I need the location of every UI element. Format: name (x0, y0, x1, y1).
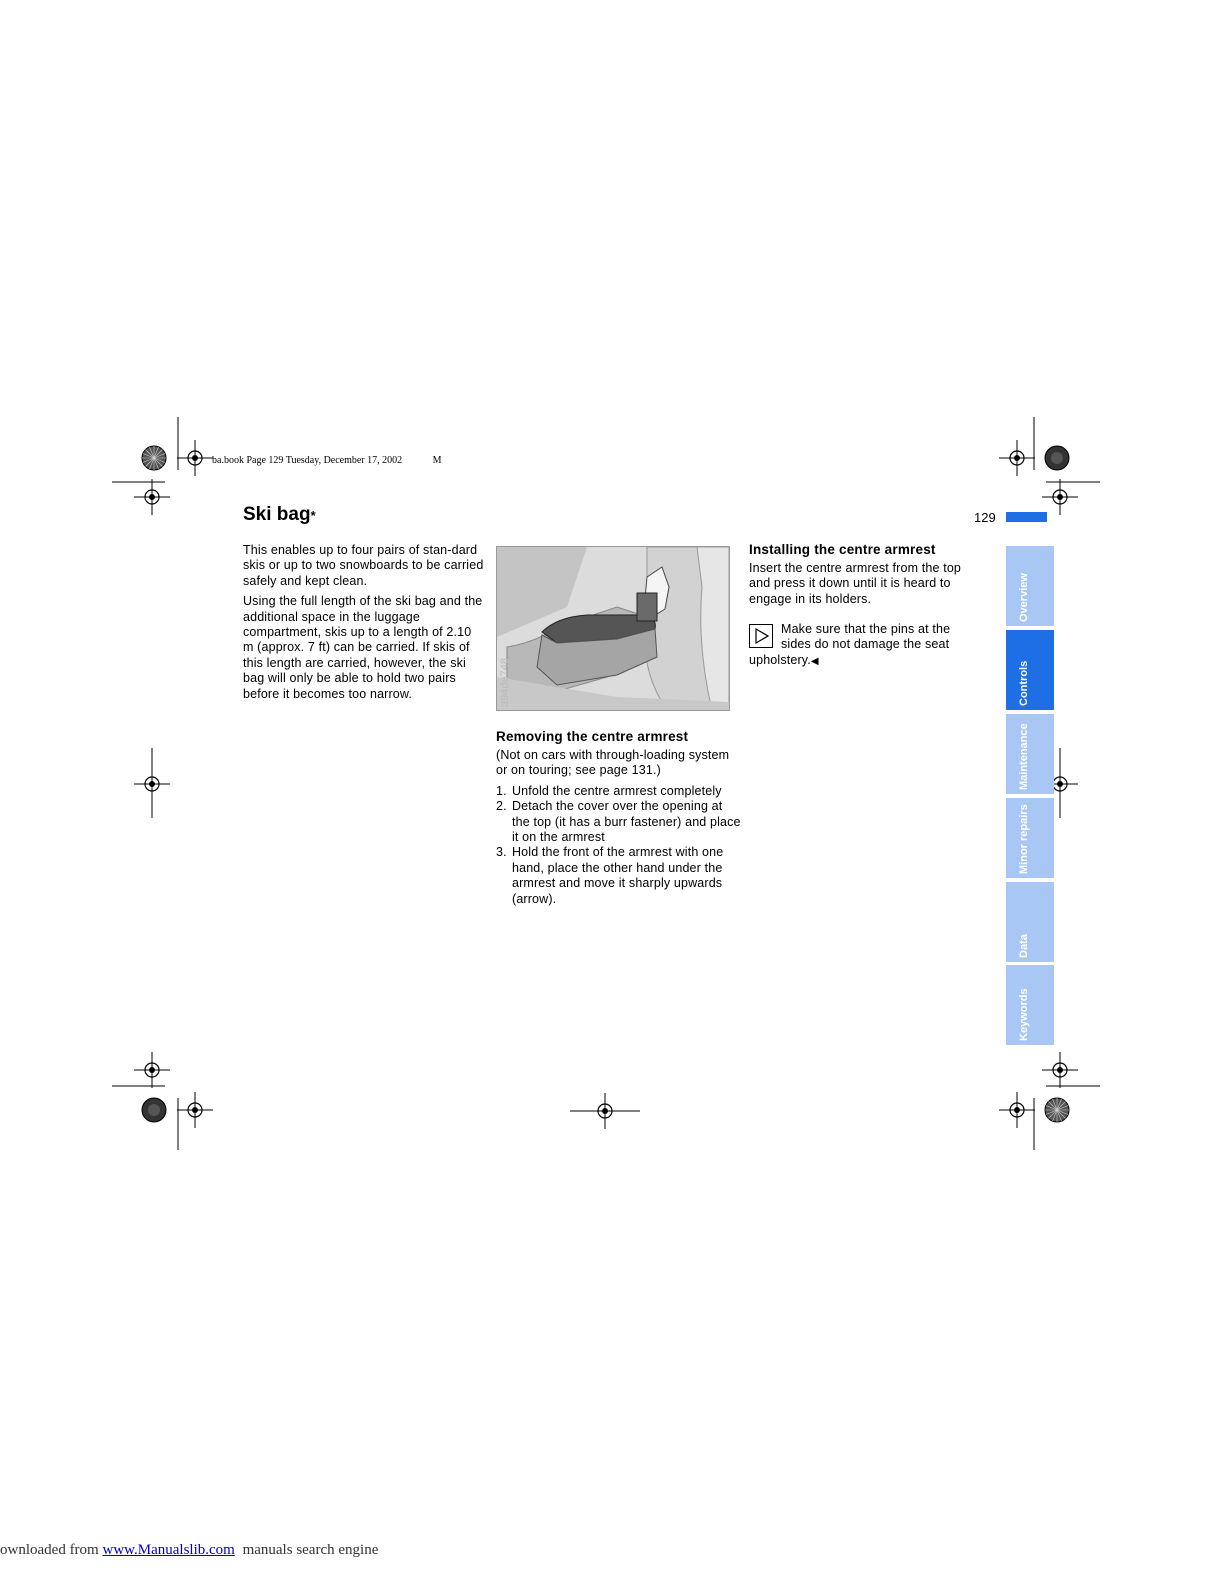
tab-label: Keywords (1018, 988, 1030, 1041)
tab-label: Maintenance (1018, 723, 1030, 790)
list-item (496, 799, 741, 845)
footer (0, 1542, 378, 1559)
step-text: Detach the cover over the opening at the top (it has a burr fastener) and place it on the armrest (512, 799, 741, 845)
tab-label: Controls (1018, 660, 1030, 706)
step-text: Hold the front of the armrest with one hand, place the other hand under the armrest and move it sharply upwards (arrow). (512, 845, 724, 906)
warning-line-1: Make sure that the pins at the (781, 622, 951, 636)
tab-maintenance[interactable] (1006, 714, 1054, 794)
end-mark: ◀ (810, 656, 819, 667)
removing-title: Removing the centre armrest (496, 729, 689, 744)
armrest-figure (496, 546, 730, 711)
list-item (496, 845, 741, 907)
step-number: 3. (496, 845, 507, 860)
tab-data[interactable] (1006, 882, 1054, 962)
section-title-text: Ski bag (243, 504, 311, 525)
tab-controls[interactable] (1006, 630, 1054, 710)
optional-equipment-mark: * (310, 508, 316, 523)
print-note: ba.book Page 129 Tuesday, December 17, 2002 (212, 455, 403, 466)
tab-overview[interactable] (1006, 546, 1054, 626)
tab-keywords[interactable] (1006, 965, 1054, 1045)
tab-label: Minor repairs (1018, 804, 1030, 874)
installing-title: Installing the centre armrest (749, 542, 936, 557)
warning-line-3: upholstery. (749, 653, 811, 667)
step-text: Unfold the centre armrest completely (512, 783, 722, 798)
removing-steps (496, 784, 741, 907)
image-code-container (499, 647, 513, 707)
image-code: 394de748 (499, 658, 511, 707)
section-title (243, 504, 316, 526)
ski-bag-text (243, 543, 485, 707)
warning-line-2: sides do not damage the seat (781, 637, 950, 652)
page-accent-bar (1006, 512, 1047, 522)
warning-icon (749, 624, 773, 648)
step-number: 2. (496, 799, 507, 814)
tab-label: Data (1018, 934, 1030, 958)
footer-prefix: ownloaded from (0, 1542, 99, 1558)
ski-bag-paragraph-1: This enables up to four pairs of stan-dard skis or up to two snowboards to be carried safely and kept clean. (243, 543, 484, 588)
footer-suffix: manuals search engine (242, 1542, 379, 1558)
tab-minor-repairs[interactable] (1006, 798, 1054, 878)
installing-text: Insert the centre armrest from the top and press it down until it is heard to engage in its holders. (749, 561, 962, 606)
manualslib-link[interactable]: www.Manualslib.com (102, 1542, 235, 1558)
list-item (496, 784, 741, 799)
print-mark: M (432, 455, 442, 466)
warning-text-bottom (749, 653, 819, 669)
page-number: 129 (974, 510, 996, 525)
ski-bag-paragraph-2: Using the full length of the ski bag and the additional space in the luggage compartment, skis up to a length of 2.10 m (approx. 7 ft) can be carried. If skis of this length are carried, however, the ski bag will only be able to hold two pairs before it becomes too narrow. (243, 594, 483, 701)
step-number: 1. (496, 783, 507, 798)
warning-text-top (781, 622, 981, 653)
removing-note: (Not on cars with through-loading system or on touring; see page 131.) (496, 748, 730, 778)
removing-body (496, 748, 741, 907)
armrest-illustration (497, 547, 729, 710)
tab-label: Overview (1018, 573, 1030, 622)
print-header (212, 455, 442, 466)
play-triangle-icon (750, 625, 772, 647)
